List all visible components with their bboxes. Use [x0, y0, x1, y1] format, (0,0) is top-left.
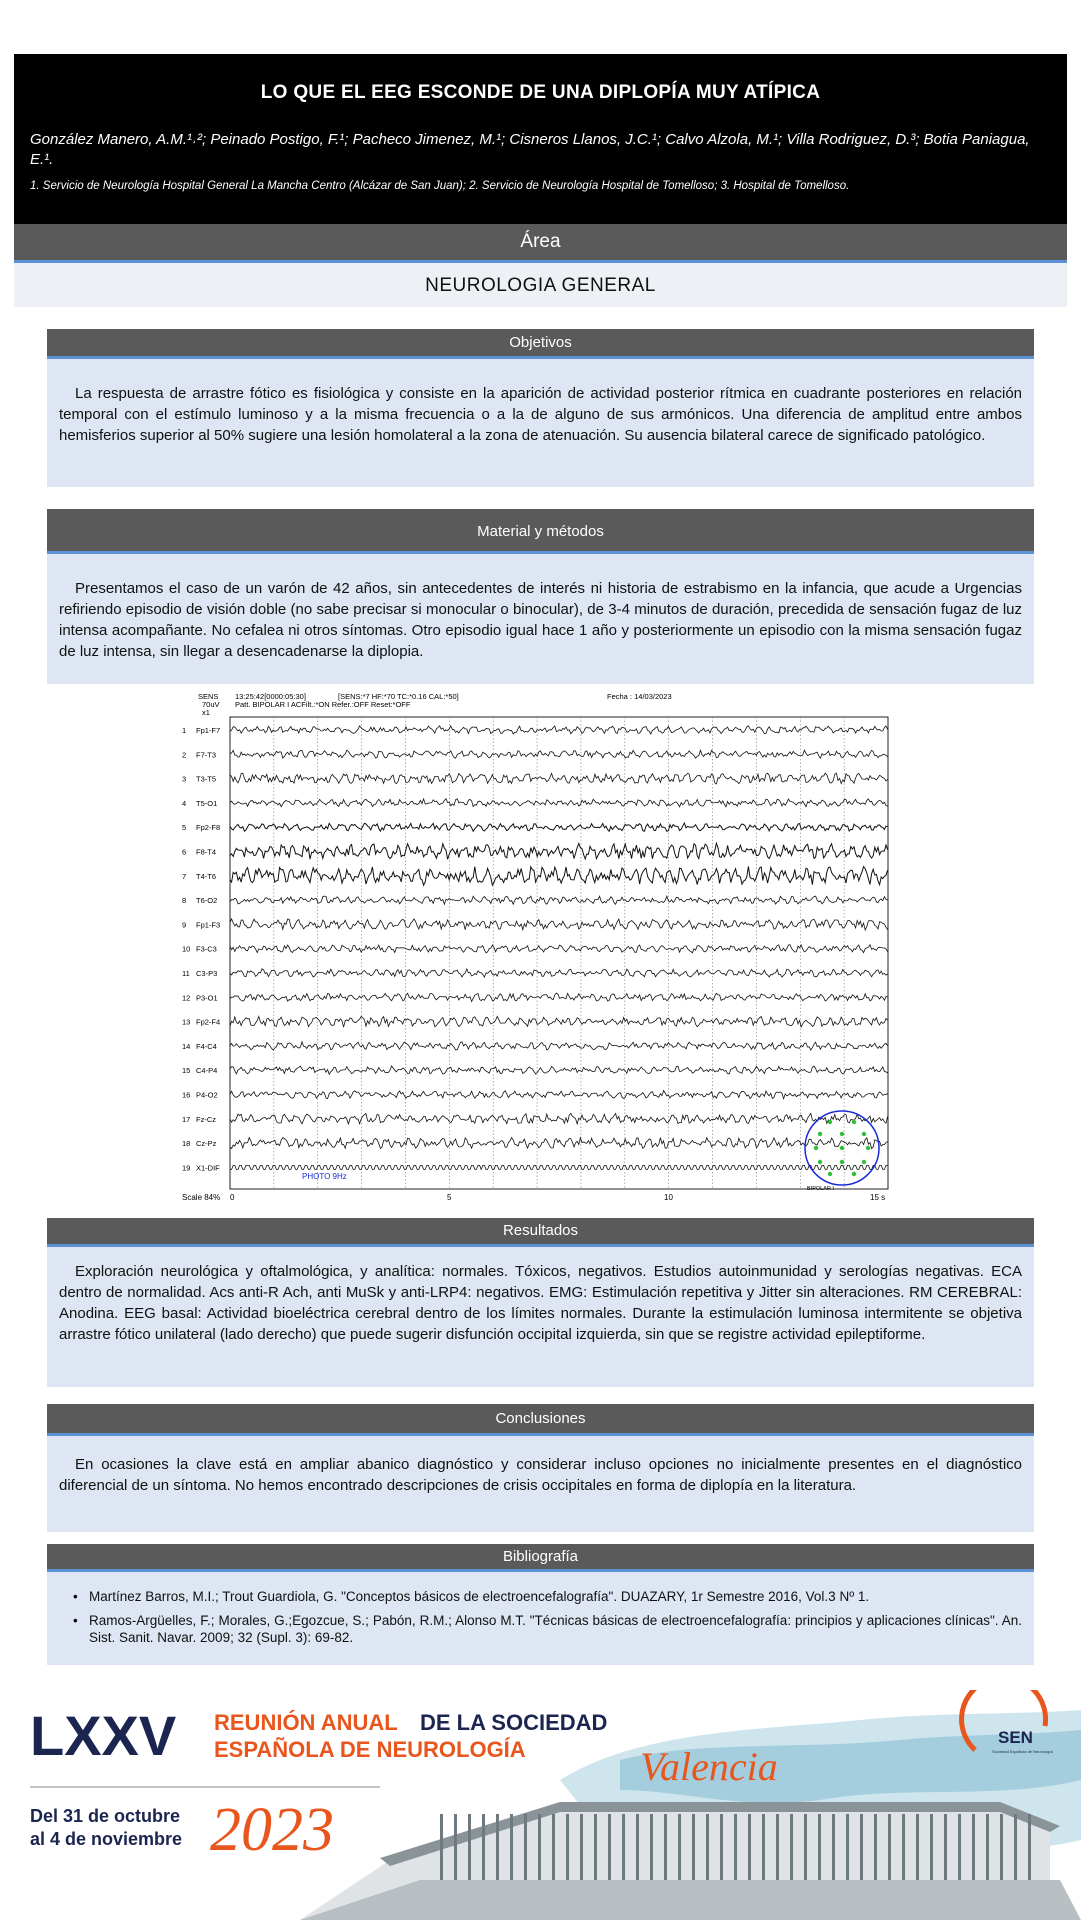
- banner-line2: ESPAÑOLA DE NEUROLOGÍA: [214, 1737, 526, 1762]
- banner-city: Valencia: [640, 1744, 778, 1789]
- electrode-dot: [862, 1160, 866, 1164]
- eeg-channel-number: 6: [182, 847, 187, 857]
- eeg-channel-number: 18: [182, 1139, 191, 1149]
- area-value: NEUROLOGIA GENERAL: [14, 263, 1067, 307]
- banner-line1b: DE LA SOCIEDAD: [420, 1710, 608, 1735]
- building-column: [440, 1814, 443, 1880]
- electrode-dot: [852, 1120, 856, 1124]
- building-column: [860, 1814, 863, 1880]
- banner-artwork: [0, 1690, 1081, 1920]
- eeg-channel-number: 9: [182, 920, 187, 930]
- eeg-montage: Patt. BIPOLAR I ACFilt.:*ON Refer.:OFF Reset:*OFF: [235, 700, 411, 709]
- conclusiones-text: En ocasiones la clave está en ampliar abanico diagnóstico y considerar incluso opciones no inicialmente presentes en el diagnóstico diferencial de un síntoma. No hemos encontrado descripciones de crisis occipitales en forma de diplopía en la literatura.: [59, 1456, 1022, 1494]
- building-column: [916, 1814, 919, 1880]
- eeg-trace: [230, 945, 888, 953]
- bib-item-1: • Martínez Barros, M.I.; Trout Guardiola, G. "Conceptos básicos de electroencefalografía". DUAZARY, 1r Semestre 2016, Vol.3 Nº 1.: [75, 1588, 1022, 1605]
- building-column: [608, 1814, 611, 1880]
- electrode-dot: [840, 1132, 844, 1136]
- banner-roman: LXXV: [30, 1704, 177, 1767]
- eeg-trace: [230, 1066, 888, 1074]
- eeg-trace: [230, 1091, 888, 1099]
- building-column: [692, 1814, 695, 1880]
- objetivos-title: Objetivos: [47, 329, 1034, 359]
- eeg-channel-number: 5: [182, 823, 187, 833]
- eeg-channel-number: 19: [182, 1163, 191, 1173]
- building-column: [902, 1814, 905, 1880]
- conclusiones-body: [47, 1436, 1034, 1532]
- eeg-trace: [230, 799, 888, 807]
- eeg-trace: [230, 1016, 888, 1027]
- eeg-channel-number: 14: [182, 1041, 191, 1051]
- banner-line1a: REUNIÓN ANUAL: [214, 1710, 398, 1735]
- bibliografia-title: Bibliografía: [47, 1544, 1034, 1572]
- building-column: [580, 1814, 583, 1880]
- eeg-channel-label: Fp2-F4: [196, 1017, 221, 1027]
- conclusiones-title: Conclusiones: [47, 1404, 1034, 1436]
- building-column: [454, 1814, 457, 1880]
- eeg-trace: [230, 1138, 888, 1149]
- eeg-trace: [230, 750, 888, 758]
- resultados-body: [47, 1247, 1034, 1387]
- building-column: [986, 1814, 989, 1880]
- eeg-channel-label: T5-O1: [196, 798, 218, 808]
- eeg-photo-label: PHOTO 9Hz: [302, 1172, 347, 1181]
- objetivos-text: La respuesta de arrastre fótico es fisiológica y consiste en la aparición de actividad posterior rítmica en cuadrante posteriores en relación temporal con el estímulo luminoso y a la misma frecuencia o a la de alguno de sus armónicos. Una diferencia de amplitud entre ambos hemisferios superior al 50% sugiere una lesión homolateral a la zona de atenuación. Su ausencia bilateral carece de significado patológico.: [59, 385, 1022, 444]
- bibliografia-body: [47, 1572, 1034, 1665]
- building-column: [552, 1814, 555, 1880]
- eeg-trace: [230, 773, 888, 784]
- electrode-dot: [862, 1132, 866, 1136]
- eeg-frame: [230, 717, 888, 1189]
- building-column: [524, 1814, 527, 1880]
- eeg-channel-number: 1: [182, 726, 187, 735]
- eeg-trace: [230, 726, 888, 734]
- building-column: [622, 1814, 625, 1880]
- building-column: [790, 1814, 793, 1880]
- poster-header: [14, 54, 1067, 224]
- eeg-channel-number: 7: [182, 871, 187, 881]
- eeg-channel-labels: [182, 726, 220, 1172]
- eeg-trace: [230, 1042, 888, 1050]
- building-column: [944, 1814, 947, 1880]
- eeg-channel-number: 12: [182, 993, 191, 1003]
- eeg-tick-5: 5: [447, 1193, 452, 1202]
- building-column: [776, 1814, 779, 1880]
- affiliations: 1. Servicio de Neurología Hospital General La Mancha Centro (Alcázar de San Juan); 2. Servicio de Neurología Hospital de Tomelloso; 3. Hospital de Tomelloso.: [30, 180, 850, 192]
- eeg-fecha: Fecha : 14/03/2023: [607, 692, 672, 701]
- eeg-channel-label: F7-T3: [196, 750, 217, 760]
- building-column: [650, 1814, 653, 1880]
- bibliography-list: [59, 1588, 1022, 1646]
- eeg-channel-label: Fp2-F8: [196, 823, 221, 833]
- electrode-head-icon: [805, 1111, 879, 1192]
- building-column: [482, 1814, 485, 1880]
- electrode-dot: [818, 1132, 822, 1136]
- electrode-dot: [840, 1146, 844, 1150]
- eeg-channel-number: 17: [182, 1114, 191, 1124]
- building-column: [888, 1814, 891, 1880]
- banner-year: 2023: [210, 1796, 334, 1864]
- eeg-channel-label: X1-DIF: [196, 1163, 220, 1173]
- electrode-dot: [828, 1120, 832, 1124]
- eeg-channel-label: Fz-Cz: [196, 1114, 216, 1124]
- resultados-title: Resultados: [47, 1218, 1034, 1247]
- eeg-channel-label: Fp1-F3: [196, 920, 221, 930]
- eeg-channel-number: 3: [182, 774, 187, 784]
- building-column: [678, 1814, 681, 1880]
- congress-banner: [0, 1690, 1081, 1920]
- building-column: [496, 1814, 499, 1880]
- eeg-tick-0: 0: [230, 1193, 235, 1202]
- building-column: [1028, 1814, 1031, 1880]
- eeg-channel-number: 13: [182, 1017, 191, 1027]
- eeg-trace: [230, 993, 888, 1001]
- building-column: [958, 1814, 961, 1880]
- eeg-channel-label: Fp1-F7: [196, 726, 221, 735]
- eeg-channel-number: 2: [182, 750, 187, 760]
- eeg-channel-label: F4-C4: [196, 1041, 217, 1051]
- eeg-channel-label: P4-O2: [196, 1090, 218, 1100]
- eeg-bipolar-label: BIPOLAR I: [807, 1186, 834, 1192]
- building-column: [468, 1814, 471, 1880]
- eeg-channel-label: F3-C3: [196, 944, 217, 954]
- eeg-channel-label: T4-T6: [196, 871, 217, 881]
- building-column: [594, 1814, 597, 1880]
- eeg-tick-10: 10: [664, 1193, 673, 1202]
- poster-title: LO QUE EL EEG ESCONDE DE UNA DIPLOPÍA MUY ATÍPICA: [260, 82, 821, 103]
- electrode-dot: [866, 1146, 870, 1150]
- objetivos-body: [47, 359, 1034, 487]
- eeg-channel-number: 15: [182, 1066, 191, 1076]
- eeg-trace: [230, 823, 888, 831]
- eeg-traces: [230, 726, 888, 1170]
- eeg-x1: x1: [202, 708, 210, 717]
- material-body: [47, 554, 1034, 684]
- electrode-dot: [814, 1146, 818, 1150]
- banner-dates-2: al 4 de noviembre: [30, 1829, 183, 1849]
- building-column: [1000, 1814, 1003, 1880]
- eeg-channel-label: C4-P4: [196, 1066, 218, 1076]
- electrode-dot: [818, 1160, 822, 1164]
- building-column: [846, 1814, 849, 1880]
- building-column: [832, 1814, 835, 1880]
- building-column: [538, 1814, 541, 1880]
- banner-dates-1: Del 31 de octubre: [30, 1806, 181, 1826]
- eeg-channel-number: 11: [182, 969, 190, 978]
- building-column: [972, 1814, 975, 1880]
- eeg-trace: [230, 1113, 888, 1124]
- eeg-trace: [230, 969, 888, 977]
- electrode-dot: [852, 1172, 856, 1176]
- building-column: [734, 1814, 737, 1880]
- building-column: [804, 1814, 807, 1880]
- eeg-channel-label: T6-O2: [196, 896, 218, 906]
- eeg-channel-number: 16: [182, 1090, 191, 1100]
- building-column: [748, 1814, 751, 1880]
- building-column: [818, 1814, 821, 1880]
- eeg-svg: [180, 690, 900, 1208]
- sen-logo-text: SEN: [998, 1728, 1033, 1747]
- eeg-trace: [230, 896, 888, 904]
- eeg-trace: [230, 1165, 888, 1169]
- eeg-sens: SENS: [198, 692, 219, 701]
- eeg-tick-15: 15 s: [870, 1193, 886, 1202]
- eeg-trace: [230, 919, 888, 930]
- eeg-params: [SENS:*7 HF:*70 TC:*0.16 CAL:*50]: [338, 692, 459, 701]
- building-column: [874, 1814, 877, 1880]
- building-column: [720, 1814, 723, 1880]
- eeg-uv: 70uV: [202, 700, 220, 709]
- building-column: [762, 1814, 765, 1880]
- eeg-channel-label: C3-P3: [196, 969, 218, 978]
- eeg-channel-number: 8: [182, 896, 187, 906]
- building-column: [1014, 1814, 1017, 1880]
- building-column: [566, 1814, 569, 1880]
- eeg-channel-label: F8-T4: [196, 847, 217, 857]
- electrode-dot: [828, 1172, 832, 1176]
- eeg-channel-label: Cz-Pz: [196, 1139, 217, 1149]
- building-column: [706, 1814, 709, 1880]
- eeg-trace: [230, 843, 888, 859]
- bib-item-2: • Ramos-Argüelles, F.; Morales, G.;Egozcue, S.; Pabón, R.M.; Alonso M.T. "Técnicas básicas de electroencefalografía: principios y aplicaciones clínicas". An. Sist. Sanit. Navar. 2009; 32 (Supl. 3): 69-82.: [75, 1612, 1022, 1646]
- eeg-time: 13:25:42[0000:05:30]: [235, 692, 306, 701]
- authors: González Manero, A.M.¹˒²; Peinado Postigo, F.¹; Pacheco Jimenez, M.¹; Cisneros Llanos, J.C.¹; Calvo Alzola, M.¹; Villa Rodriguez, D.³; Botia Paniagua, E.¹.: [30, 131, 1030, 168]
- building-column: [664, 1814, 667, 1880]
- eeg-channel-number: 4: [182, 798, 187, 808]
- sen-logo-sub: Sociedad Española de Neurología: [992, 1749, 1053, 1754]
- area-label: Área: [14, 224, 1067, 263]
- electrode-dot: [840, 1160, 844, 1164]
- material-title: Material y métodos: [47, 509, 1034, 554]
- eeg-channel-number: 10: [182, 944, 191, 954]
- resultados-text: Exploración neurológica y oftalmológica, y analítica: normales. Tóxicos, negativos. Estudios autoinmunidad y serologías negativas. ECA dentro de normalidad. Acs anti-R Ach, anti MuSk y anti-LRP4: negativos. EMG: Estimulación repetitiva y Jitter sin alteraciones. RM CEREBRAL: Anodina. EEG basal: Actividad bioeléctrica cerebral dentro de los límites normales. Durante la estimulación luminosa intermitente se objetiva arrastre fótico unilateral (lado derecho) que puede sugerir disfunción occipital izquierda, sin que se registre actividad epileptiforme.: [59, 1263, 1022, 1343]
- eeg-channel-label: P3-O1: [196, 993, 218, 1003]
- eeg-channel-label: T3-T5: [196, 774, 217, 784]
- eeg-scale-label: Scale 84%: [182, 1193, 221, 1202]
- eeg-figure: [180, 690, 900, 1208]
- building-column: [930, 1814, 933, 1880]
- building-column: [510, 1814, 513, 1880]
- building-illustration: [300, 1802, 1081, 1920]
- material-text: Presentamos el caso de un varón de 42 años, sin antecedentes de interés ni historia de estrabismo en la infancia, que acude a Urgencias refiriendo episodio de visión doble (no sabe precisar si monocular o binocular), de 3-4 minutos de duración, precedida de sensación fugaz de luz intensa acompañante. No cefalea ni otros síntomas. Otro episodio igual hace 1 año y posteriormente un episodio con la misma sensación fugaz de luz intensa, sin llegar a desencadenarse la diplopia.: [59, 580, 1022, 660]
- eeg-trace: [230, 867, 888, 886]
- building-column: [636, 1814, 639, 1880]
